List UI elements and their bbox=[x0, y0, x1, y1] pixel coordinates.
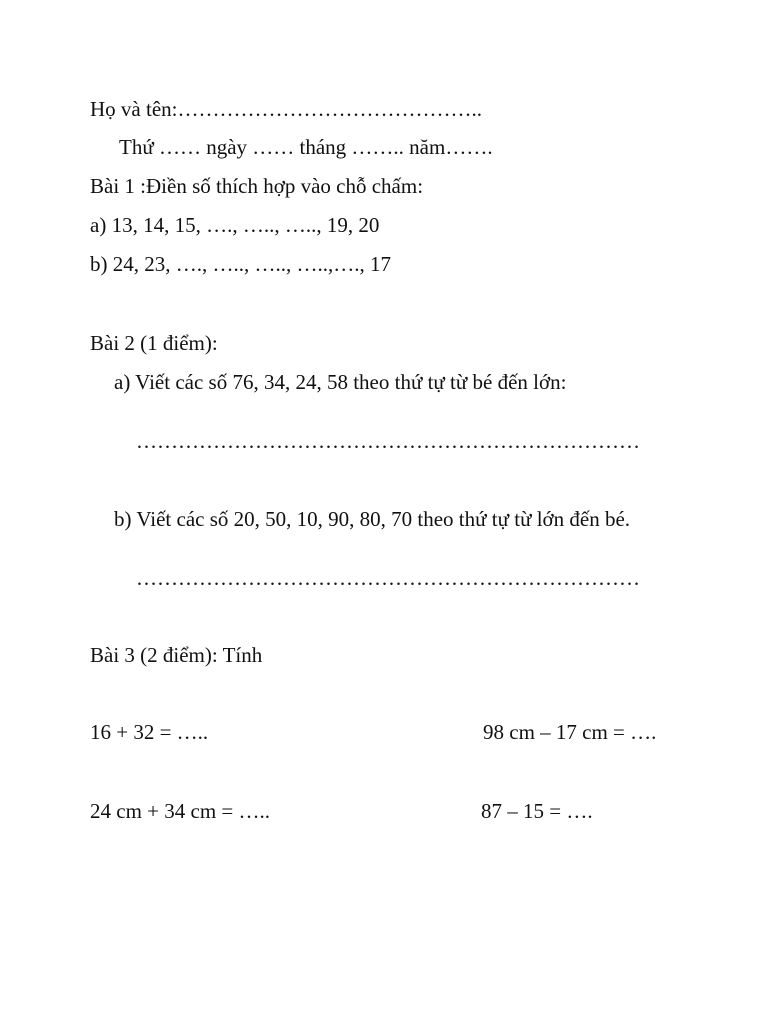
calc-87-minus-15: 87 – 15 = …. bbox=[481, 799, 593, 823]
exercise2-answer-a: ……………………………………………………………… bbox=[136, 429, 640, 453]
exercise2-answer-b: ……………………………………………………………… bbox=[136, 566, 640, 590]
student-name-line: Họ và tên:…………………………………….. bbox=[90, 97, 482, 121]
exercise2-item-a: a) Viết các số 76, 34, 24, 58 theo thứ tự từ bé đến lớn: bbox=[114, 370, 567, 394]
exercise1-item-b: b) 24, 23, …., ….., ….., …..,…., 17 bbox=[90, 252, 391, 276]
exercise2-item-b: b) Viết các số 20, 50, 10, 90, 80, 70 theo thứ tự từ lớn đến bé. bbox=[114, 507, 631, 531]
date-line: Thứ …… ngày …… tháng …….. năm……. bbox=[119, 135, 493, 159]
calc-24cm-plus-34cm: 24 cm + 34 cm = ….. bbox=[90, 799, 270, 823]
exercise1-item-a: a) 13, 14, 15, …., ….., ….., 19, 20 bbox=[90, 213, 380, 237]
calc-98cm-minus-17cm: 98 cm – 17 cm = …. bbox=[483, 720, 657, 744]
exercise2-title: Bài 2 (1 điểm): bbox=[90, 331, 218, 355]
calc-16-plus-32: 16 + 32 = ….. bbox=[90, 720, 209, 744]
exercise1-title: Bài 1 :Điền số thích hợp vào chỗ chấm: bbox=[90, 174, 424, 198]
exercise3-title: Bài 3 (2 điểm): Tính bbox=[90, 643, 263, 667]
